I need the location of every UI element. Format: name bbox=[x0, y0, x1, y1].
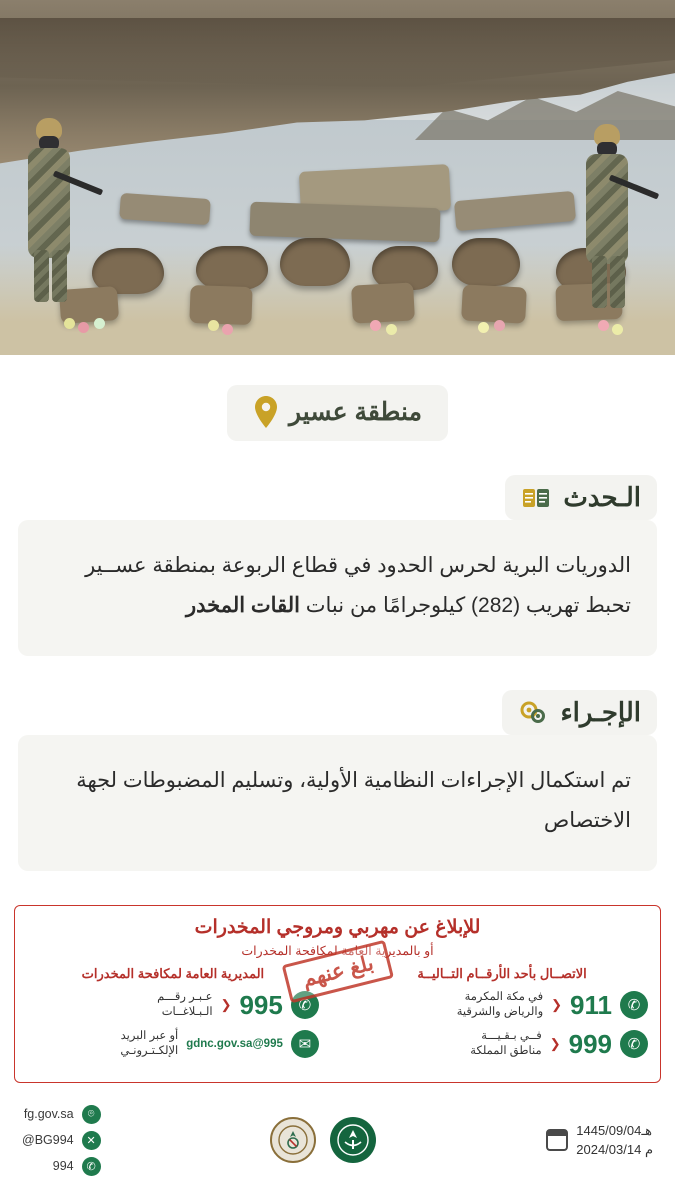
report-subtitle: أو بالمديرية العامة لمكافحة المخدرات bbox=[241, 943, 434, 958]
report-row-label-line2: الـبـلاغــات bbox=[161, 1006, 213, 1019]
footer-social bbox=[22, 1105, 101, 1176]
footer-date-gregorian: 2024/03/14 م bbox=[576, 1142, 653, 1158]
footer-website: fg.gov.sa bbox=[23, 1107, 74, 1122]
report-row-label bbox=[157, 990, 212, 1021]
footer bbox=[0, 1089, 675, 1190]
rock-slab bbox=[249, 202, 440, 243]
report-number: 999 bbox=[568, 1028, 612, 1059]
footer-date-text bbox=[576, 1121, 653, 1160]
seized-item bbox=[94, 318, 105, 329]
seized-bundle bbox=[351, 282, 415, 323]
footer-date-hijri: 1445/09/04هـ bbox=[576, 1122, 652, 1138]
header-photo bbox=[0, 0, 675, 355]
footer-social-row[interactable] bbox=[22, 1157, 101, 1176]
seized-sack bbox=[280, 238, 350, 286]
seized-bundle bbox=[189, 285, 252, 325]
seized-item bbox=[370, 320, 381, 331]
calendar-icon bbox=[546, 1129, 568, 1151]
seized-item bbox=[208, 320, 219, 331]
gears-icon bbox=[518, 697, 548, 727]
border-guard-logo bbox=[330, 1117, 376, 1163]
report-row[interactable] bbox=[356, 990, 648, 1021]
report-row-label-line2: مناطق المملكة bbox=[470, 1045, 542, 1058]
anti-drug-logo bbox=[270, 1117, 316, 1163]
report-stamp: بلغ عنهم bbox=[281, 939, 394, 1003]
report-title: للإبلاغ عن مهربي ومروجي المخدرات bbox=[194, 916, 481, 938]
seized-sack bbox=[196, 246, 268, 290]
seized-item bbox=[612, 324, 623, 335]
phone-icon: ✆ bbox=[620, 1030, 648, 1058]
report-row-label-line2: الإلكـتـرونـي bbox=[120, 1045, 179, 1058]
report-col-emergency bbox=[356, 966, 648, 1068]
leg bbox=[592, 256, 607, 308]
report-row-label bbox=[457, 990, 543, 1021]
chevron-left-icon: ❮ bbox=[551, 997, 563, 1013]
report-row-label-line2: والرياض والشرقية bbox=[456, 1006, 544, 1019]
seized-sack bbox=[452, 238, 520, 286]
footer-phone: 994 bbox=[52, 1159, 74, 1174]
report-row-label-line1: في مكة المكرمة bbox=[464, 990, 544, 1003]
phone-icon: ✆ bbox=[82, 1157, 101, 1176]
chevron-left-icon: ❮ bbox=[549, 1036, 561, 1052]
footer-date bbox=[546, 1121, 653, 1160]
section-action-title: الإجـراء bbox=[560, 696, 641, 727]
report-row-label-line1: أو عبر البريد bbox=[120, 1029, 179, 1042]
section-action-header bbox=[502, 690, 657, 735]
report-number: 911 bbox=[570, 989, 612, 1020]
leg bbox=[34, 250, 49, 302]
chevron-left-icon: ❮ bbox=[220, 997, 232, 1013]
seized-bundle bbox=[461, 284, 527, 323]
seized-item bbox=[598, 320, 609, 331]
section-action-body: تم استكمال الإجراءات النظامية الأولية، وتسليم المضبوطات لجهة الاختصاص bbox=[18, 735, 657, 871]
section-event-header bbox=[505, 475, 657, 520]
report-row-label-line1: عـبـر رقـــم bbox=[157, 990, 213, 1003]
section-action bbox=[0, 690, 675, 871]
location-pin-icon bbox=[253, 395, 279, 429]
uniform bbox=[28, 148, 70, 258]
report-col-narcotics-head: المديرية العامة لمكافحة المخدرات bbox=[81, 965, 265, 981]
report-email[interactable]: 995@gdnc.gov.sa bbox=[186, 1038, 283, 1051]
report-number: 995 bbox=[239, 989, 283, 1020]
phone-icon: ✆ bbox=[620, 991, 648, 1019]
seized-item bbox=[386, 324, 397, 335]
section-event-text: الدوريات البرية لحرس الحدود في قطاع الربوعة بمنطقة عســير تحبط تهريب (282) كيلوجرامًا من نبات bbox=[85, 554, 631, 617]
report-row-label bbox=[120, 1029, 178, 1060]
section-event bbox=[0, 475, 675, 656]
report-col-emergency-head: الاتصــال بأحد الأرقــام التــاليــة bbox=[417, 965, 587, 981]
region-chip bbox=[227, 385, 448, 441]
phone-icon: ✆ bbox=[291, 991, 319, 1019]
report-col-narcotics bbox=[27, 966, 319, 1068]
report-row[interactable] bbox=[356, 1029, 648, 1060]
footer-social-row[interactable] bbox=[22, 1105, 101, 1124]
report-row[interactable] bbox=[27, 1029, 319, 1060]
footer-handle: @BG994 bbox=[22, 1133, 74, 1148]
seized-item bbox=[222, 324, 233, 335]
region-label: منطقة عسير bbox=[289, 398, 422, 426]
footer-social-row[interactable] bbox=[22, 1131, 101, 1150]
footer-date-row bbox=[546, 1121, 653, 1160]
footer-logos bbox=[270, 1117, 376, 1163]
uniform bbox=[586, 154, 628, 264]
seized-item bbox=[494, 320, 505, 331]
globe-icon: ⌾ bbox=[82, 1105, 101, 1124]
region-chip-wrapper bbox=[0, 385, 675, 441]
section-event-title: الـحدث bbox=[563, 482, 641, 512]
report-row-label-line1: فــي بـقـيـــة bbox=[481, 1029, 542, 1042]
report-row-label bbox=[470, 1029, 541, 1060]
seized-item bbox=[478, 322, 489, 333]
section-event-body bbox=[18, 520, 657, 656]
x-icon: ✕ bbox=[82, 1131, 101, 1150]
open-book-icon bbox=[521, 483, 551, 513]
mail-icon: ✉ bbox=[291, 1030, 319, 1058]
seized-item bbox=[64, 318, 75, 329]
leg bbox=[52, 250, 67, 302]
seized-item bbox=[78, 322, 89, 333]
report-banner bbox=[14, 905, 661, 1083]
report-row[interactable] bbox=[27, 990, 319, 1021]
leg bbox=[610, 256, 625, 308]
section-event-highlight: القات المخدر bbox=[185, 593, 300, 617]
